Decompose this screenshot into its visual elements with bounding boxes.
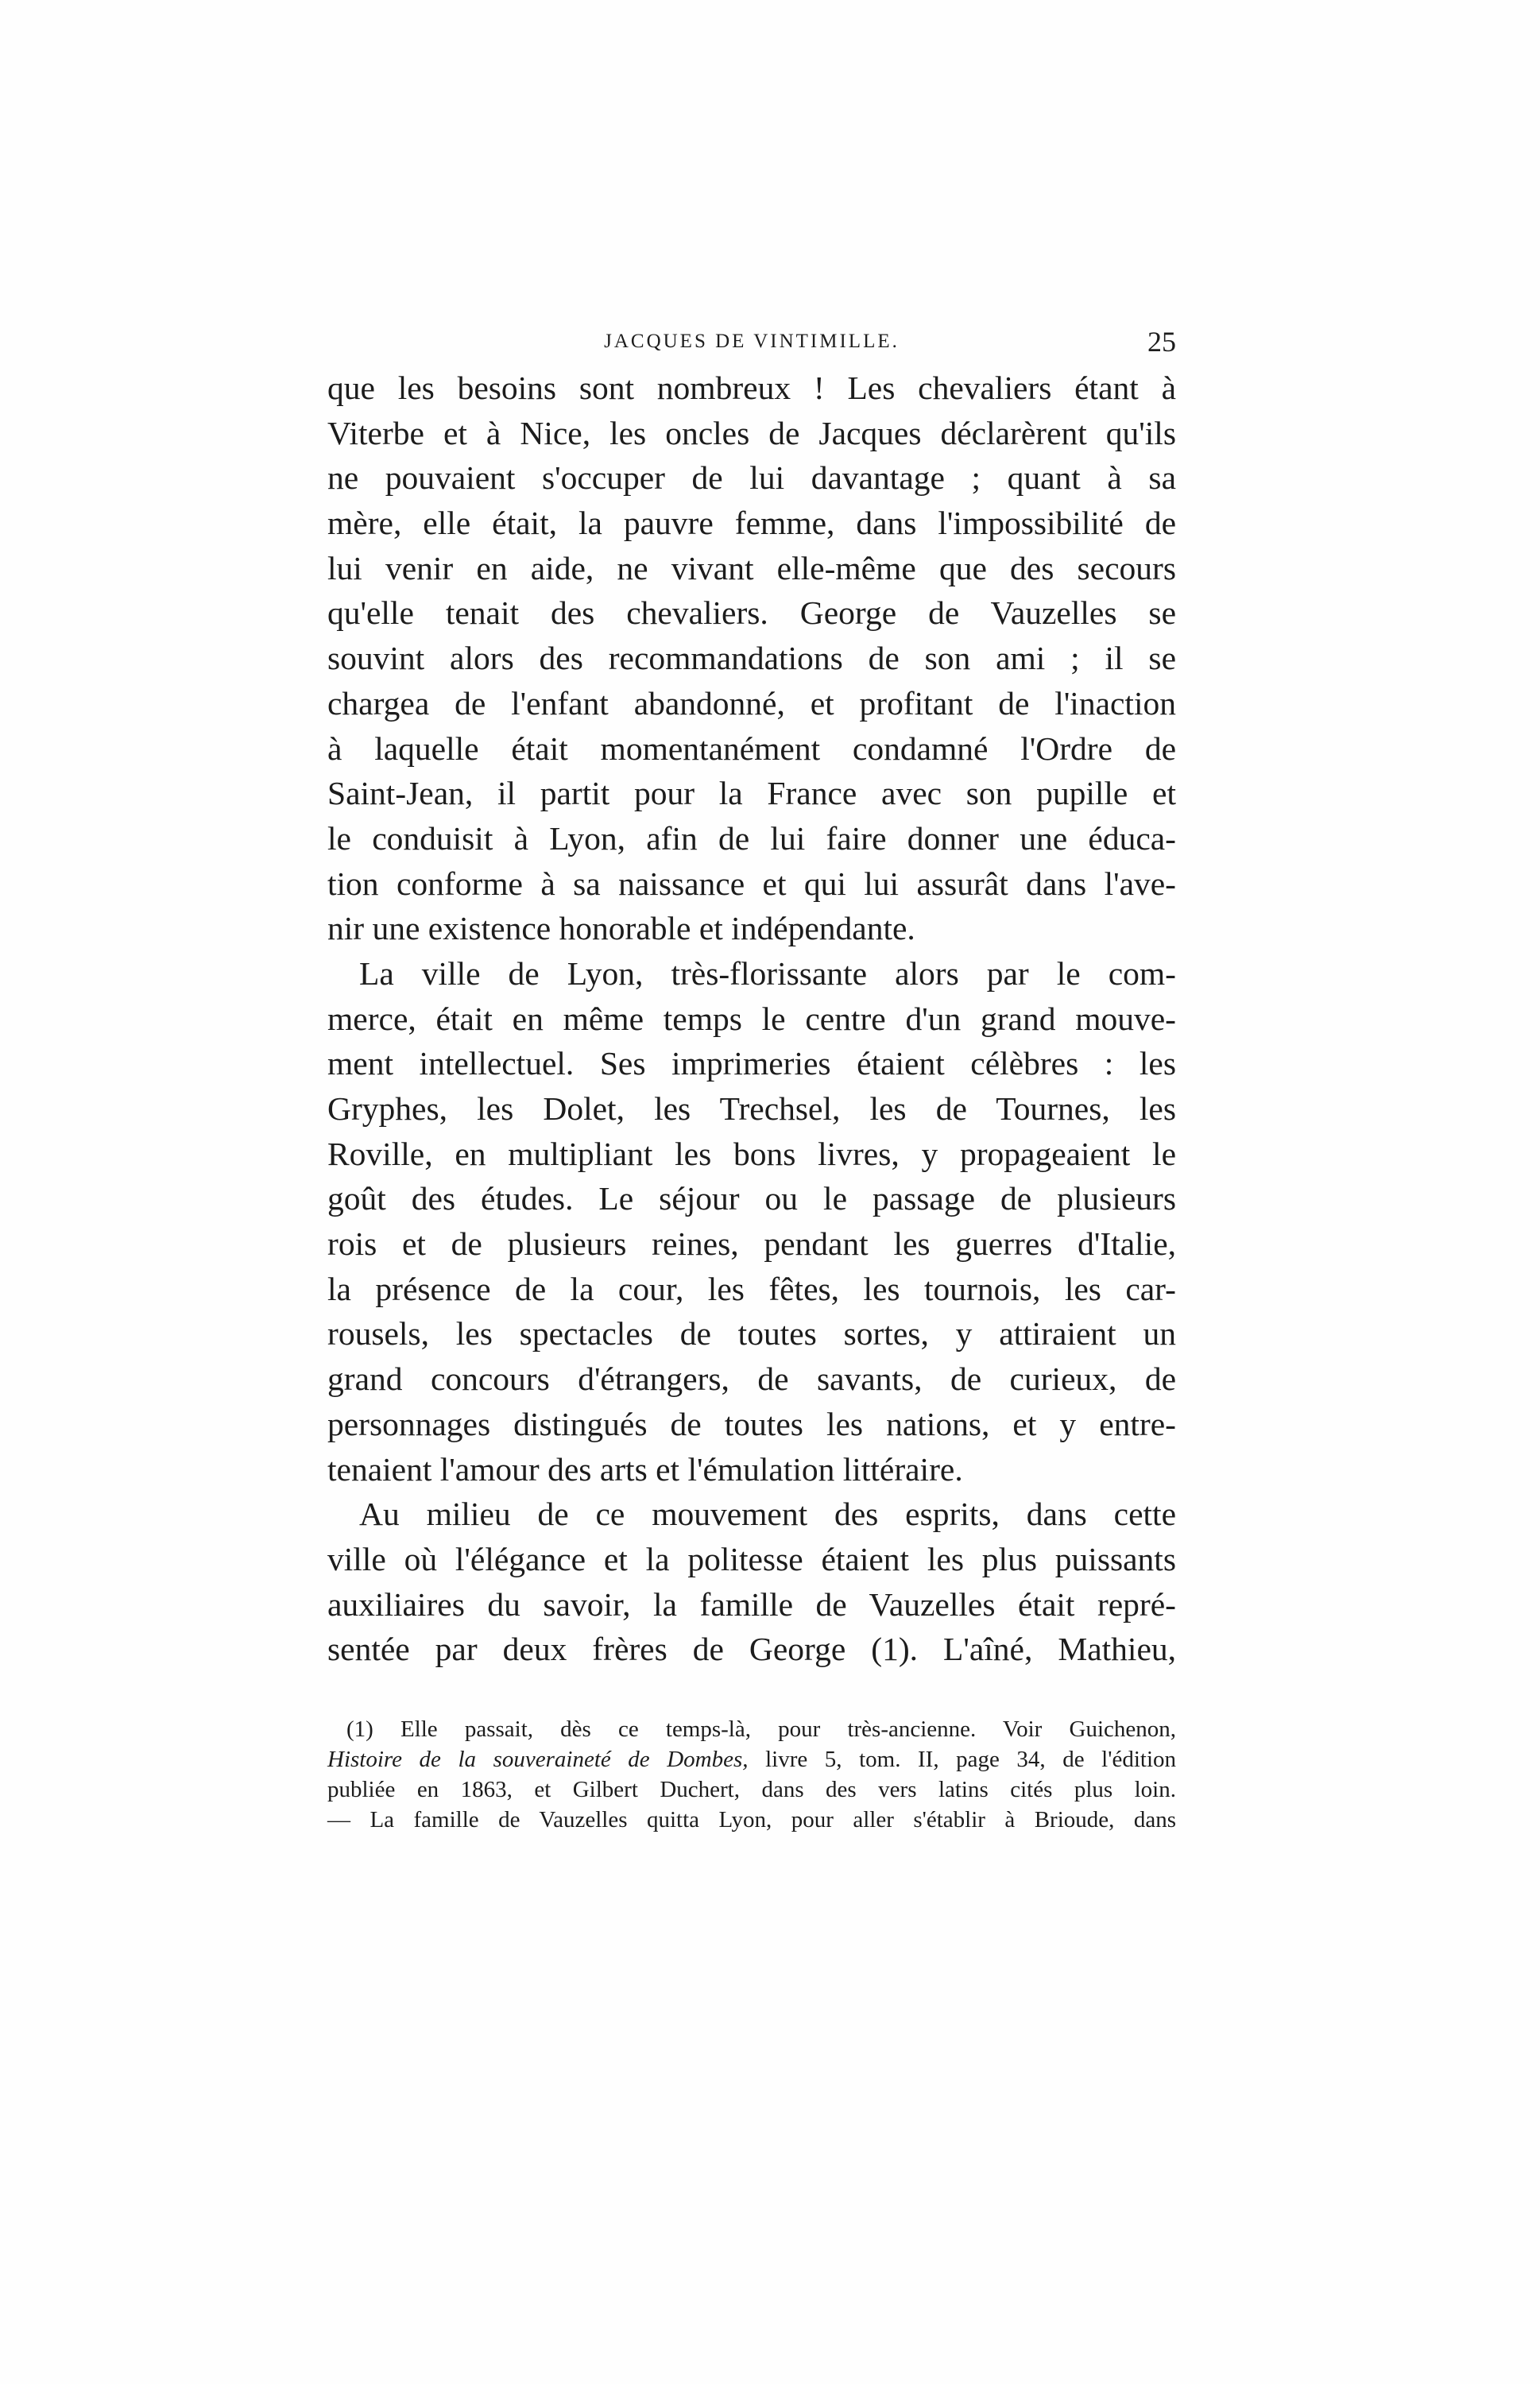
footnote bbox=[327, 1714, 1176, 1835]
text-line: ville où l'élégance et la politesse étaient les plus puissants bbox=[327, 1540, 1176, 1577]
text-line: ment intellectuel. Ses imprimeries étaient célèbres : les bbox=[327, 1045, 1176, 1082]
text-line: tion conforme à sa naissance et qui lui assurât dans l'ave- bbox=[327, 865, 1176, 902]
text-line: lui venir en aide, ne vivant elle-même que des secours bbox=[327, 549, 1176, 586]
running-title: JACQUES DE VINTIMILLE. bbox=[604, 331, 900, 352]
text-line: merce, était en même temps le centre d'un grand mouve- bbox=[327, 1000, 1176, 1037]
text-line: tenaient l'amour des arts et l'émulation littéraire. bbox=[327, 1450, 963, 1488]
text-line: nir une existence honorable et indépendante. bbox=[327, 910, 915, 947]
text-line: grand concours d'étrangers, de savants, de curieux, de bbox=[327, 1360, 1176, 1398]
paragraph-start-line: Au milieu de ce mouvement des esprits, dans cette bbox=[359, 1496, 1176, 1533]
text-line: qu'elle tenait des chevaliers. George de Vauzelles se bbox=[327, 594, 1176, 632]
footnote-italic-title: Histoire de la souveraineté de Dombes, bbox=[327, 1747, 749, 1772]
footnote-line bbox=[327, 1744, 1176, 1774]
paragraph-start-line: La ville de Lyon, très-florissante alors par le com- bbox=[359, 954, 1176, 992]
text-line: que les besoins sont nombreux ! Les chevaliers étant à bbox=[327, 370, 1176, 406]
text-line: rois et de plusieurs reines, pendant les guerres d'Italie, bbox=[327, 1225, 1176, 1263]
text-line: ne pouvaient s'occuper de lui davantage ; quant à sa bbox=[327, 459, 1176, 497]
text-line: Saint-Jean, il partit pour la France avec son pupille et bbox=[327, 775, 1176, 812]
body-text bbox=[327, 366, 1176, 1672]
text-line: goût des études. Le séjour ou le passage de plusieurs bbox=[327, 1180, 1176, 1217]
text-line: rousels, les spectacles de toutes sortes, y attiraient un bbox=[327, 1315, 1176, 1353]
footnote-line: — La famille de Vauzelles quitta Lyon, pour aller s'établir à Brioude, dans bbox=[327, 1807, 1176, 1833]
page-header bbox=[327, 323, 1176, 361]
footnote-line-rest: livre 5, tom. II, page 34, de l'édition bbox=[748, 1747, 1176, 1772]
text-line: chargea de l'enfant abandonné, et profitant de l'inaction bbox=[327, 684, 1176, 722]
footnote-line: (1) Elle passait, dès ce temps-là, pour très-ancienne. Voir Guichenon, bbox=[346, 1716, 1176, 1742]
text-line: souvint alors des recommandations de son ami ; il se bbox=[327, 640, 1176, 677]
text-line: Roville, en multipliant les bons livres, y propageaient le bbox=[327, 1135, 1176, 1172]
text-line: Viterbe et à Nice, les oncles de Jacques déclarèrent qu'ils bbox=[327, 414, 1176, 451]
text-line: à laquelle était momentanément condamné l'Ordre de bbox=[327, 730, 1176, 767]
text-line: auxiliaires du savoir, la famille de Vauzelles était repré- bbox=[327, 1585, 1176, 1623]
text-line: sentée par deux frères de George (1). L'aîné, Mathieu, bbox=[327, 1631, 1176, 1668]
text-line: le conduisit à Lyon, afin de lui faire donner une éduca- bbox=[327, 819, 1176, 857]
text-line: Gryphes, les Dolet, les Trechsel, les de Tournes, les bbox=[327, 1090, 1176, 1127]
text-line: mère, elle était, la pauvre femme, dans l'impossibilité de bbox=[327, 505, 1176, 542]
text-line: la présence de la cour, les fêtes, les tournois, les car- bbox=[327, 1270, 1176, 1307]
page-number: 25 bbox=[1147, 326, 1176, 358]
footnote-line: publiée en 1863, et Gilbert Duchert, dans des vers latins cités plus loin. bbox=[327, 1777, 1176, 1802]
text-line: personnages distingués de toutes les nations, et y entre- bbox=[327, 1405, 1176, 1442]
